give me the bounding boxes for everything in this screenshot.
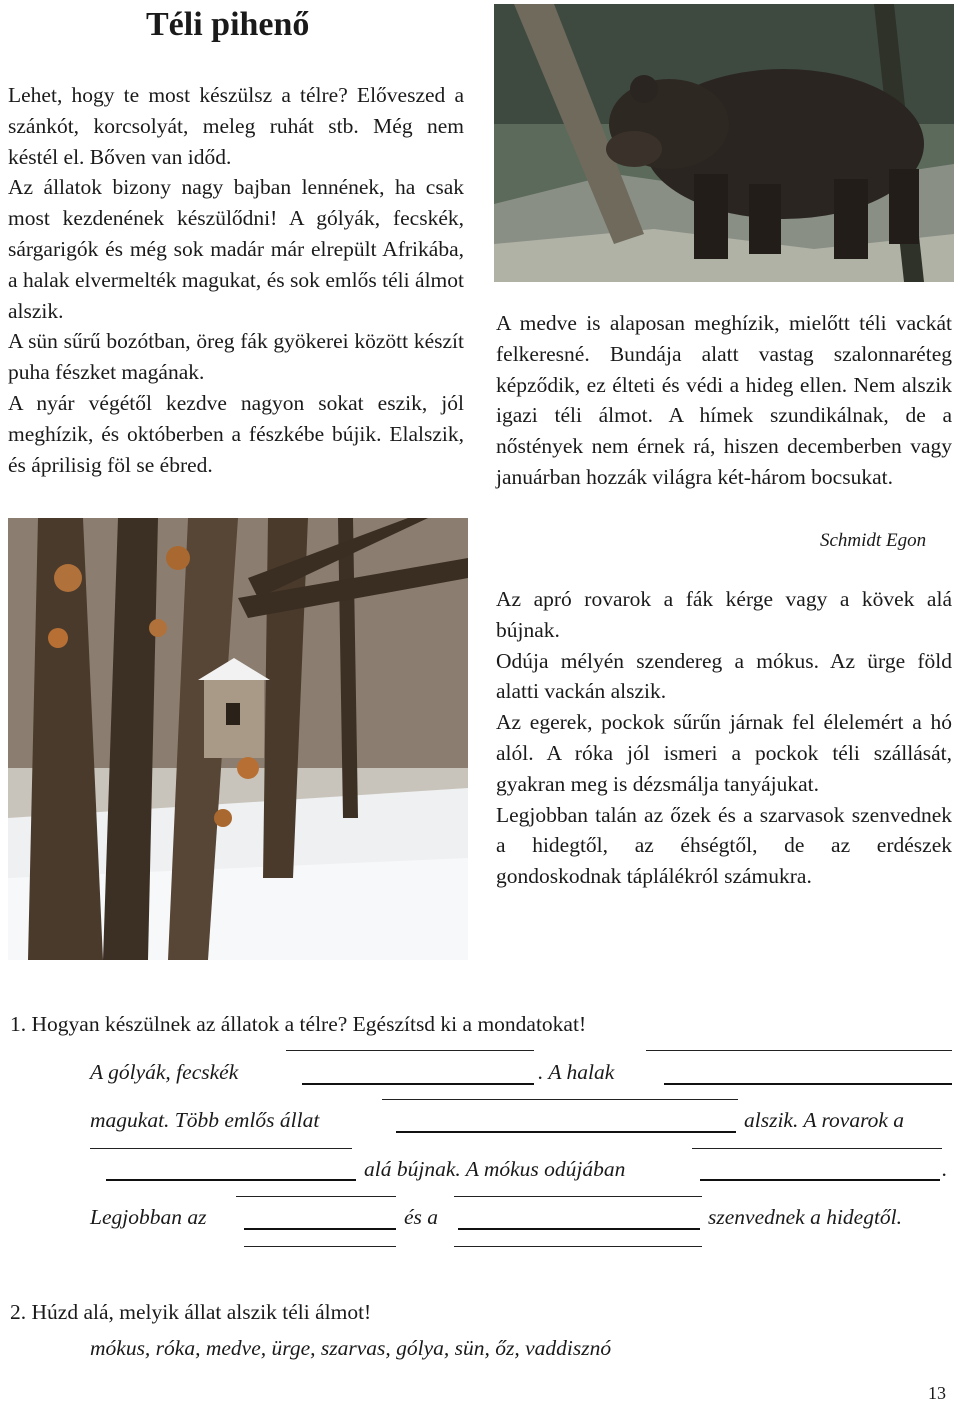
answer-line[interactable] (664, 1083, 952, 1085)
sentence-fragment: . A halak (538, 1060, 615, 1084)
answer-line-top (646, 1050, 952, 1051)
task-1-title: 1. Hogyan készülnek az állatok a télre? Egészítsd ki a mondatokat! (10, 1012, 587, 1036)
bear-photo (494, 4, 954, 282)
answer-line[interactable] (302, 1083, 534, 1085)
page-number: 13 (928, 1383, 946, 1403)
answer-line-top (236, 1196, 396, 1197)
sentence-fragment: szenvednek a hidegtől. (708, 1205, 903, 1229)
answer-line-top (286, 1050, 534, 1051)
sentence-fragment: alá bújnak. A mókus odújában (364, 1157, 626, 1181)
sentence-fragment: . (942, 1157, 948, 1181)
answer-line-top (454, 1196, 702, 1197)
paragraph: Az apró rovarok a fák kérge vagy a kövek alá bújnak. (496, 587, 952, 642)
answer-line[interactable] (396, 1131, 736, 1133)
page-title: Téli pihenő (146, 6, 310, 43)
paragraph: Az állatok bizony nagy bajban lennének, ha csak most kezdenének készülődni! A gólyák, fecskék, sárgarigók és még sok madár már elrepült Afrikába, a halak elvermelték magukat, és sok emlős téli álmot alszik. (8, 175, 464, 323)
answer-line[interactable] (106, 1179, 356, 1181)
answer-line[interactable] (458, 1228, 700, 1230)
sentence-fragment: és a (404, 1205, 439, 1229)
right-column-text-bear (496, 308, 952, 493)
paragraph: Lehet, hogy te most készülsz a télre? Előveszed a szánkót, korcsolyát, meleg ruhát stb. Még nem késtél el. Bőven van időd. (8, 83, 464, 169)
paragraph: Legjobban talán az őzek és a szarvasok szenvednek a hidegtől, az éhségtől, de az erdészek gondoskodnak táplálékról számukra. (496, 802, 952, 889)
paragraph: Az egerek, pockok sűrűn járnak fel élelemért a hó alól. A róka jól ismeri a pockok téli szállását, gyakran meg is dézsmálja tanyájukat. (496, 710, 952, 796)
paragraph: A medve is alaposan meghízik, mielőtt téli vackát felkeresné. Bundája alatt vastag szalonnaréteg képződik, ez élteti és védi a hideg ellen. Nem alszik igazi téli álmot. A hímek szundikálnak, de a nőstények nem érnek rá, hiszen decemberben vagy januárban hozzák világra két-három bocsukat. (496, 311, 952, 489)
sentence-fragment: A gólyák, fecskék (90, 1060, 239, 1084)
paragraph: A nyár végétől kezdve nagyon sokat eszik, jól meghízik, és októberben a fészkébe bújik. Elalszik, és áprilisig föl se ébred. (8, 390, 464, 477)
sentence-fragment: magukat. Több emlős állat (90, 1108, 320, 1132)
answer-line[interactable] (700, 1179, 940, 1181)
answer-line-bottom (244, 1246, 396, 1247)
animal-word-list[interactable]: mókus, róka, medve, ürge, szarvas, gólya, sün, őz, vaddisznó (90, 1336, 612, 1360)
sentence-fragment: Legjobban az (90, 1205, 207, 1229)
left-column-text (8, 80, 464, 480)
answer-line-bottom (454, 1246, 702, 1247)
right-column-text-animals (496, 584, 952, 892)
answer-line-top (692, 1148, 942, 1149)
task-2-title: 2. Húzd alá, melyik állat alszik téli álmot! (10, 1300, 372, 1324)
sentence-fragment: alszik. A rovarok a (744, 1108, 905, 1132)
answer-line[interactable] (244, 1228, 396, 1230)
winter-forest-photo (8, 518, 468, 960)
answer-line-top (90, 1148, 352, 1149)
author: Schmidt Egon (820, 530, 927, 551)
answer-line-top (382, 1099, 738, 1100)
paragraph: A sün sűrű bozótban, öreg fák gyökerei között készít puha fészket magának. (8, 329, 464, 385)
paragraph: Odúja mélyén szendereg a mókus. Az ürge föld alatti vackán alszik. (496, 648, 952, 704)
